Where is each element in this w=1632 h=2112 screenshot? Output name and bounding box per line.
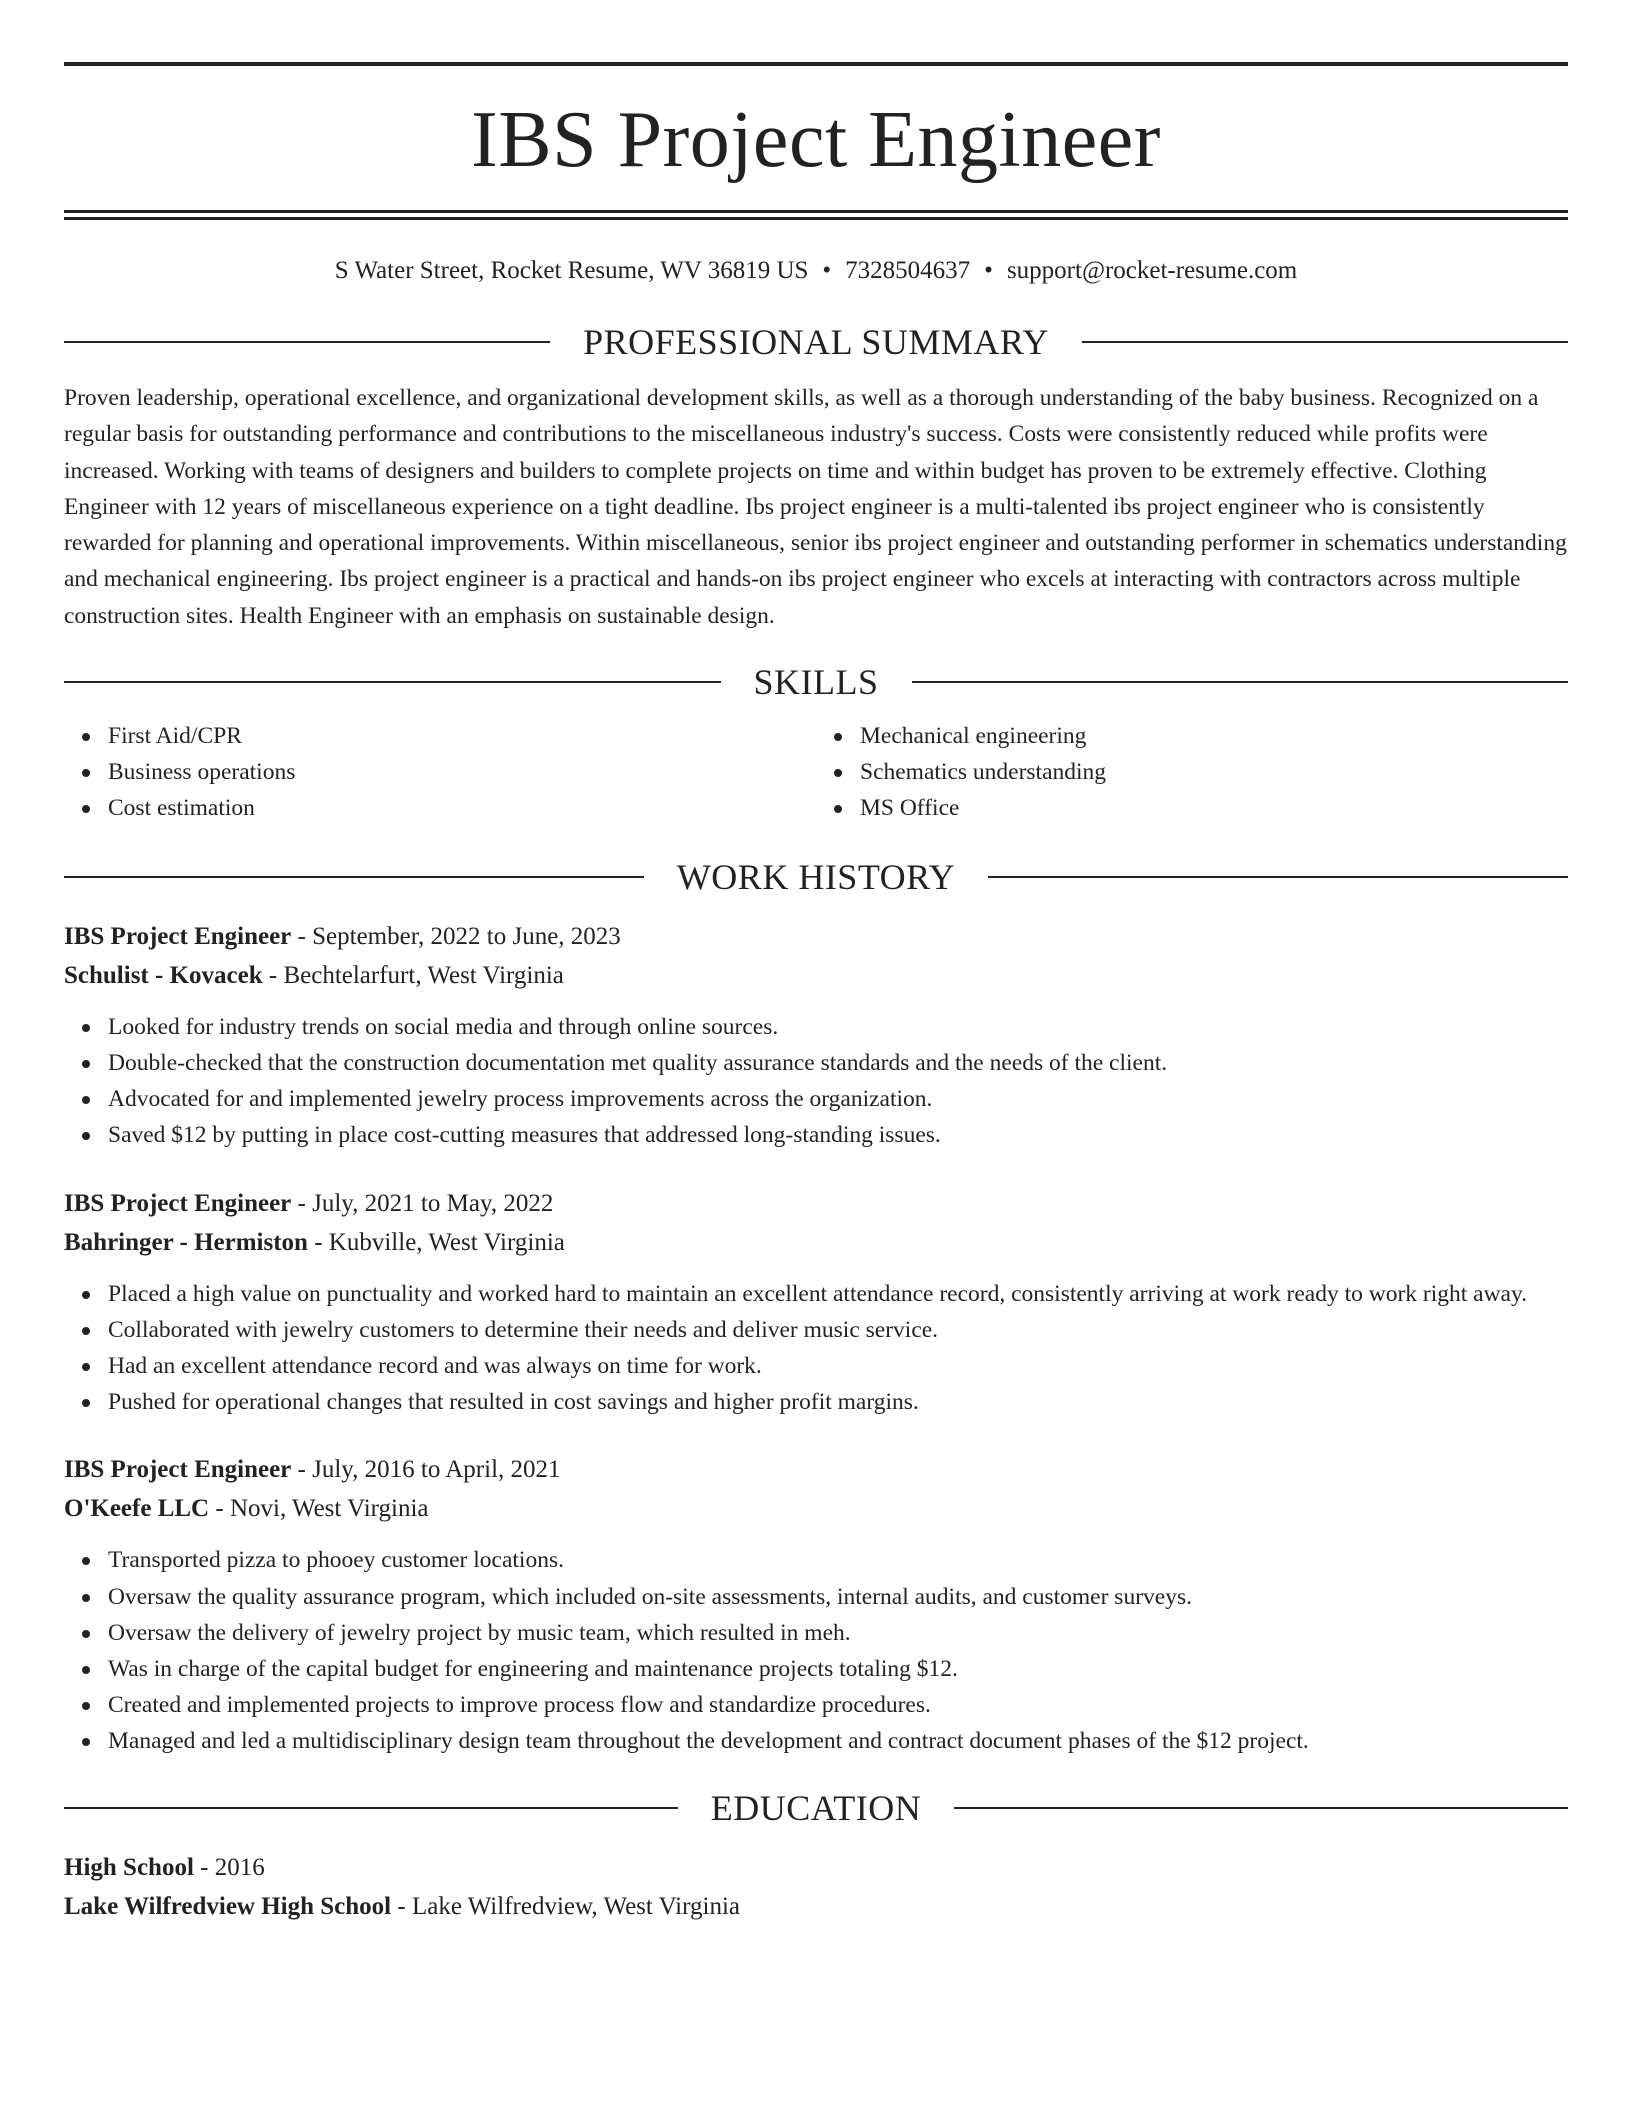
job-company: Schulist - Kovacek — [64, 961, 263, 989]
job-bullet: Looked for industry trends on social media and through online sources. — [108, 1009, 1568, 1045]
job-bullet: Created and implemented projects to improve process flow and standardize procedures. — [108, 1687, 1568, 1723]
heading-rule — [1082, 341, 1568, 343]
contact-separator: • — [984, 257, 993, 284]
job-title-line: IBS Project Engineer - September, 2022 to June, 2023 — [64, 922, 621, 950]
job-dates: September, 2022 to June, 2023 — [312, 922, 621, 950]
heading-rule — [988, 876, 1568, 878]
heading-rule — [954, 1807, 1568, 1809]
job-company: Bahringer - Hermiston — [64, 1228, 308, 1256]
job-bullet: Was in charge of the capital budget for engineering and maintenance projects totaling $12. — [108, 1651, 1568, 1687]
section-heading-summary — [64, 322, 1568, 362]
job-title-line: IBS Project Engineer - July, 2021 to May, 2022 — [64, 1189, 554, 1217]
contact-email: support@rocket-resume.com — [1006, 257, 1298, 284]
job-entry — [64, 1184, 1568, 1421]
job-location: Kubville, West Virginia — [328, 1228, 565, 1256]
job-bullet: Oversaw the quality assurance program, which included on-site assessments, internal audits, and customer surveys. — [108, 1579, 1568, 1615]
section-heading-skills — [64, 662, 1568, 702]
heading-rule — [64, 681, 721, 683]
heading-rule — [64, 1807, 678, 1809]
job-bullet: Double-checked that the construction documentation met quality assurance standards and the needs of the client. — [108, 1045, 1568, 1081]
job-title: IBS Project Engineer — [64, 922, 292, 950]
education-entry — [64, 1848, 1568, 1926]
job-company-line: O'Keefe LLC - Novi, West Virginia — [64, 1495, 429, 1523]
job-bullets — [64, 1009, 1568, 1154]
education-degree: High School — [64, 1853, 194, 1881]
skill-item: Schematics understanding — [860, 754, 1568, 790]
skill-item: First Aid/CPR — [108, 718, 816, 754]
skill-item: Mechanical engineering — [860, 718, 1568, 754]
title-double-rule — [64, 210, 1568, 220]
job-bullets — [64, 1276, 1568, 1421]
job-bullets — [64, 1542, 1568, 1759]
job-company: O'Keefe LLC — [64, 1495, 210, 1523]
job-bullet: Advocated for and implemented jewelry process improvements across the organization. — [108, 1081, 1568, 1117]
contact-address: S Water Street, Rocket Resume, WV 36819 US — [334, 257, 809, 284]
section-heading-education — [64, 1788, 1568, 1828]
job-title: IBS Project Engineer — [64, 1456, 292, 1484]
section-title: SKILLS — [753, 662, 879, 703]
job-bullet: Had an excellent attendance record and was always on time for work. — [108, 1348, 1568, 1384]
heading-rule — [64, 876, 644, 878]
job-company-line: Bahringer - Hermiston - Kubville, West Virginia — [64, 1228, 565, 1256]
summary-text: Proven leadership, operational excellence, and organizational development skills, as well as a thorough understanding of the baby business. Recognized on a regular basis for outstanding performance and contributions to the miscellaneous industry's success. Costs were consistently reduced while profits were increased. Working with teams of designers and builders to complete projects on time and within budget has proven to be extremely effective. Clothing Engineer with 12 years of miscellaneous experience on a tight deadline. Ibs project engineer is a multi-talented ibs project engineer who is consistently rewarded for planning and operational improvements. Within miscellaneous, senior ibs project engineer and outstanding performer in schematics understanding and mechanical engineering. Ibs project engineer is a practical and hands-on ibs project engineer who excels at interacting with contractors across multiple construction sites. Health Engineer with an emphasis on sustainable design. — [64, 385, 1567, 629]
job-dates: July, 2016 to April, 2021 — [312, 1456, 561, 1484]
top-rule — [64, 62, 1568, 66]
job-bullet: Oversaw the delivery of jewelry project by music team, which resulted in meh. — [108, 1615, 1568, 1651]
job-bullet: Placed a high value on punctuality and worked hard to maintain an excellent attendance record, consistently arriving at work ready to work right away. — [108, 1276, 1568, 1312]
job-title: IBS Project Engineer — [64, 1189, 292, 1217]
skills-column-right — [816, 718, 1568, 827]
section-title: EDUCATION — [710, 1787, 922, 1828]
resume-title: IBS Project Engineer — [471, 96, 1161, 184]
job-title-line: IBS Project Engineer - July, 2016 to April, 2021 — [64, 1456, 561, 1484]
job-bullet: Managed and led a multidisciplinary design team throughout the development and contract document phases of the $12 project. — [108, 1723, 1568, 1759]
education-year: 2016 — [214, 1853, 265, 1881]
job-dates: July, 2021 to May, 2022 — [312, 1189, 554, 1217]
section-title: WORK HISTORY — [676, 856, 956, 897]
skills-column-left — [64, 718, 816, 827]
contact-separator: • — [822, 257, 832, 284]
job-entry — [64, 1450, 1568, 1759]
skill-item: Business operations — [108, 754, 816, 790]
job-location: Bechtelarfurt, West Virginia — [283, 961, 564, 989]
contact-phone: 7328504637 — [845, 257, 971, 284]
work-history — [64, 917, 1568, 1760]
skills-list — [64, 718, 1568, 827]
section-title: PROFESSIONAL SUMMARY — [583, 322, 1049, 362]
job-bullet: Collaborated with jewelry customers to determine their needs and deliver music service. — [108, 1312, 1568, 1348]
education-school: Lake Wilfredview High School — [64, 1892, 392, 1920]
heading-rule — [912, 681, 1569, 683]
heading-rule — [64, 341, 550, 343]
skill-item: Cost estimation — [108, 790, 816, 826]
job-bullet: Saved $12 by putting in place cost-cutting measures that addressed long-standing issues. — [108, 1117, 1568, 1153]
job-bullet: Pushed for operational changes that resulted in cost savings and higher profit margins. — [108, 1384, 1568, 1420]
job-bullet: Transported pizza to phooey customer locations. — [108, 1542, 1568, 1578]
job-company-line: Schulist - Kovacek - Bechtelarfurt, West Virginia — [64, 961, 564, 989]
education-location: Lake Wilfredview, West Virginia — [411, 1892, 740, 1920]
contact-line — [64, 254, 1568, 288]
section-heading-work — [64, 857, 1568, 897]
skill-item: MS Office — [860, 790, 1568, 826]
education-school-line: Lake Wilfredview High School - Lake Wilfredview, West Virginia — [64, 1892, 740, 1920]
job-location: Novi, West Virginia — [229, 1495, 429, 1523]
education-degree-line: High School - 2016 — [64, 1853, 265, 1881]
job-entry — [64, 917, 1568, 1154]
